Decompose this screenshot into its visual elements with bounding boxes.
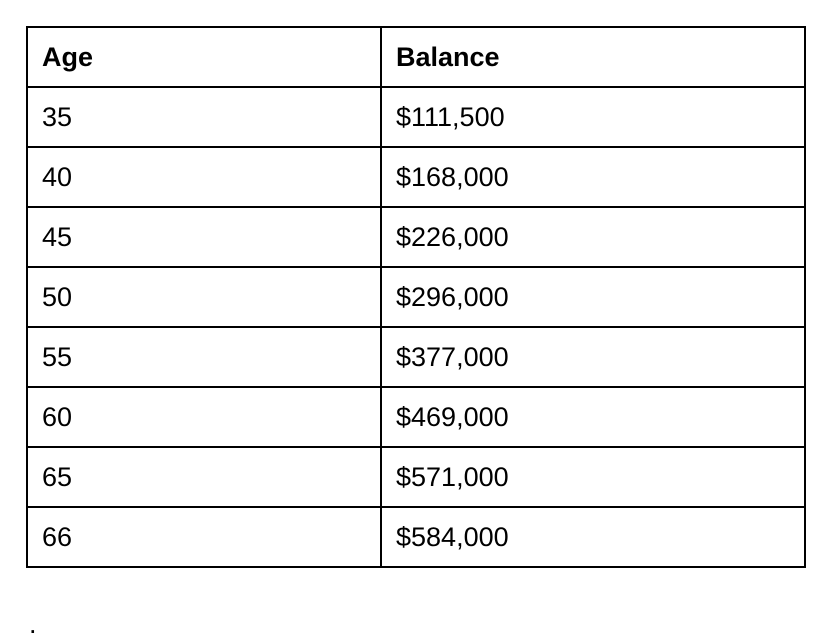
table-row xyxy=(27,327,805,387)
age-balance-table xyxy=(26,26,806,568)
header-balance: Balance xyxy=(381,27,805,87)
balance-cell: $377,000 xyxy=(381,327,805,387)
trailing-period: . xyxy=(29,609,37,639)
table-row xyxy=(27,447,805,507)
balance-cell: $584,000 xyxy=(381,507,805,567)
table-row xyxy=(27,147,805,207)
balance-cell: $571,000 xyxy=(381,447,805,507)
balance-cell: $296,000 xyxy=(381,267,805,327)
table-row xyxy=(27,507,805,567)
balance-cell: $226,000 xyxy=(381,207,805,267)
table-row xyxy=(27,207,805,267)
age-balance-table-container xyxy=(26,26,806,568)
age-cell: 55 xyxy=(27,327,381,387)
balance-cell: $111,500 xyxy=(381,87,805,147)
table-row xyxy=(27,387,805,447)
table-row xyxy=(27,267,805,327)
table-header-row xyxy=(27,27,805,87)
balance-cell: $469,000 xyxy=(381,387,805,447)
balance-cell: $168,000 xyxy=(381,147,805,207)
age-cell: 66 xyxy=(27,507,381,567)
age-cell: 45 xyxy=(27,207,381,267)
age-cell: 40 xyxy=(27,147,381,207)
age-cell: 60 xyxy=(27,387,381,447)
age-cell: 65 xyxy=(27,447,381,507)
age-cell: 35 xyxy=(27,87,381,147)
age-cell: 50 xyxy=(27,267,381,327)
header-age: Age xyxy=(27,27,381,87)
table-row xyxy=(27,87,805,147)
